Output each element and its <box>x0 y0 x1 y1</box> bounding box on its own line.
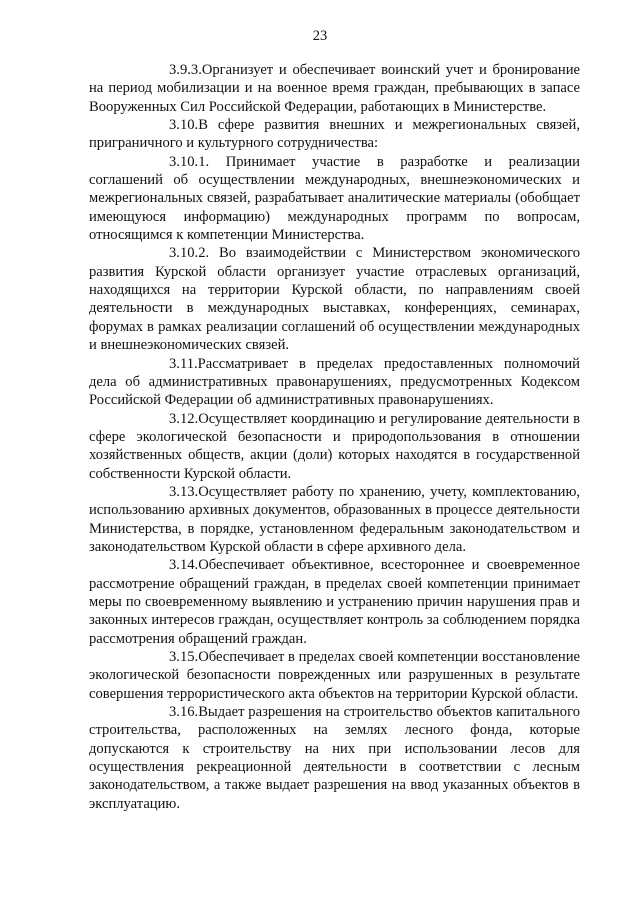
page-number: 23 <box>312 28 328 44</box>
paragraph-number: 3.15. <box>169 649 199 665</box>
paragraph-text: Во взаимодействии с Министерством экономического развития Курской области организует участие отраслевых организаций, находящихся на территории Курской области, по направлениям своей деятельности в международных выставках, конференциях, семинарах, форумах в рамках реализации соглашений об осуществлении международных и внешнеэкономических связей. <box>89 245 580 354</box>
paragraph-text: Осуществляет координацию и регулирование деятельности в сфере экологической безопасности и природопользования в отношении хозяйственных обществ, акции (доли) которых находятся в государственной собственности Курской области. <box>89 410 580 482</box>
paragraph-3-13 <box>89 483 580 556</box>
paragraph-3-12 <box>89 410 580 483</box>
paragraph-3-14 <box>89 556 580 648</box>
paragraph-text: Обеспечивает в пределах своей компетенции восстановление экологической безопасности поврежденных или разрушенных в результате совершения террористического акта объектов на территории Курской области. <box>89 649 580 702</box>
paragraph-text: Выдает разрешения на строительство объектов капитального строительства, расположенных на землях лесного фонда, которые допускаются к строительству на них при использовании лесов для осуществления рекреационной деятельности в соответствии с лесным законодательством, а также выдает разрешения на ввод указанных объектов в эксплуатацию. <box>89 704 580 812</box>
paragraph-text: Обеспечивает объективное, всестороннее и своевременное рассмотрение обращений граждан, в пределах своей компетенции принимает меры по своевременному выявлению и устранению причин нарушения прав и законных интересов граждан, осуществляет контроль за соблюдением порядка рассмотрения обращений граждан. <box>89 557 580 647</box>
paragraph-3-16 <box>89 703 580 813</box>
paragraph-3-10-2 <box>89 244 580 354</box>
paragraph-number: 3.13. <box>169 483 199 500</box>
paragraph-3-10-1 <box>89 153 580 245</box>
paragraph-number: 3.14. <box>169 557 199 574</box>
paragraph-3-11 <box>89 355 580 410</box>
paragraph-3-15 <box>89 648 580 703</box>
paragraph-number: 3.10. <box>169 117 199 134</box>
paragraph-number: 3.10.2. <box>169 245 210 262</box>
paragraph-text: Осуществляет работу по хранению, учету, комплектованию, использованию архивных документов, образованных в процессе деятельности Министерства, в порядке, установленном федеральным законодательством и законодательством Курской области в сфере архивного дела. <box>89 483 580 555</box>
paragraph-number: 3.10.1. <box>169 153 210 170</box>
paragraph-3-10 <box>89 116 580 153</box>
paragraph-number: 3.9.3. <box>169 62 202 78</box>
paragraph-text: Принимает участие в разработке и реализации соглашений об осуществлении международных, внешнеэкономических и межрегиональных связей, разрабатывает аналитические материалы (обобщает имеющуюся информацию) международных программ по вопросам, относящимся к компетенции Министерства. <box>89 153 580 244</box>
paragraph-number: 3.11. <box>169 355 198 372</box>
paragraph-text: В сфере развития внешних и межрегиональных связей, приграничного и культурного сотрудничества: <box>89 117 580 152</box>
paragraph-text: Рассматривает в пределах предоставленных полномочий дела об административных правонарушениях, предусмотренных Кодексом Российской Федерации об административных правонарушениях. <box>89 355 580 409</box>
paragraph-text: Организует и обеспечивает воинский учет и бронирование на период мобилизации и на военное время граждан, пребывающих в запасе Вооруженных Сил Российской Федерации, работающих в Министерстве. <box>89 62 580 115</box>
document-body <box>89 61 580 813</box>
paragraph-3-9-3 <box>89 61 580 116</box>
paragraph-number: 3.12. <box>169 410 199 427</box>
paragraph-number: 3.16. <box>169 704 199 721</box>
